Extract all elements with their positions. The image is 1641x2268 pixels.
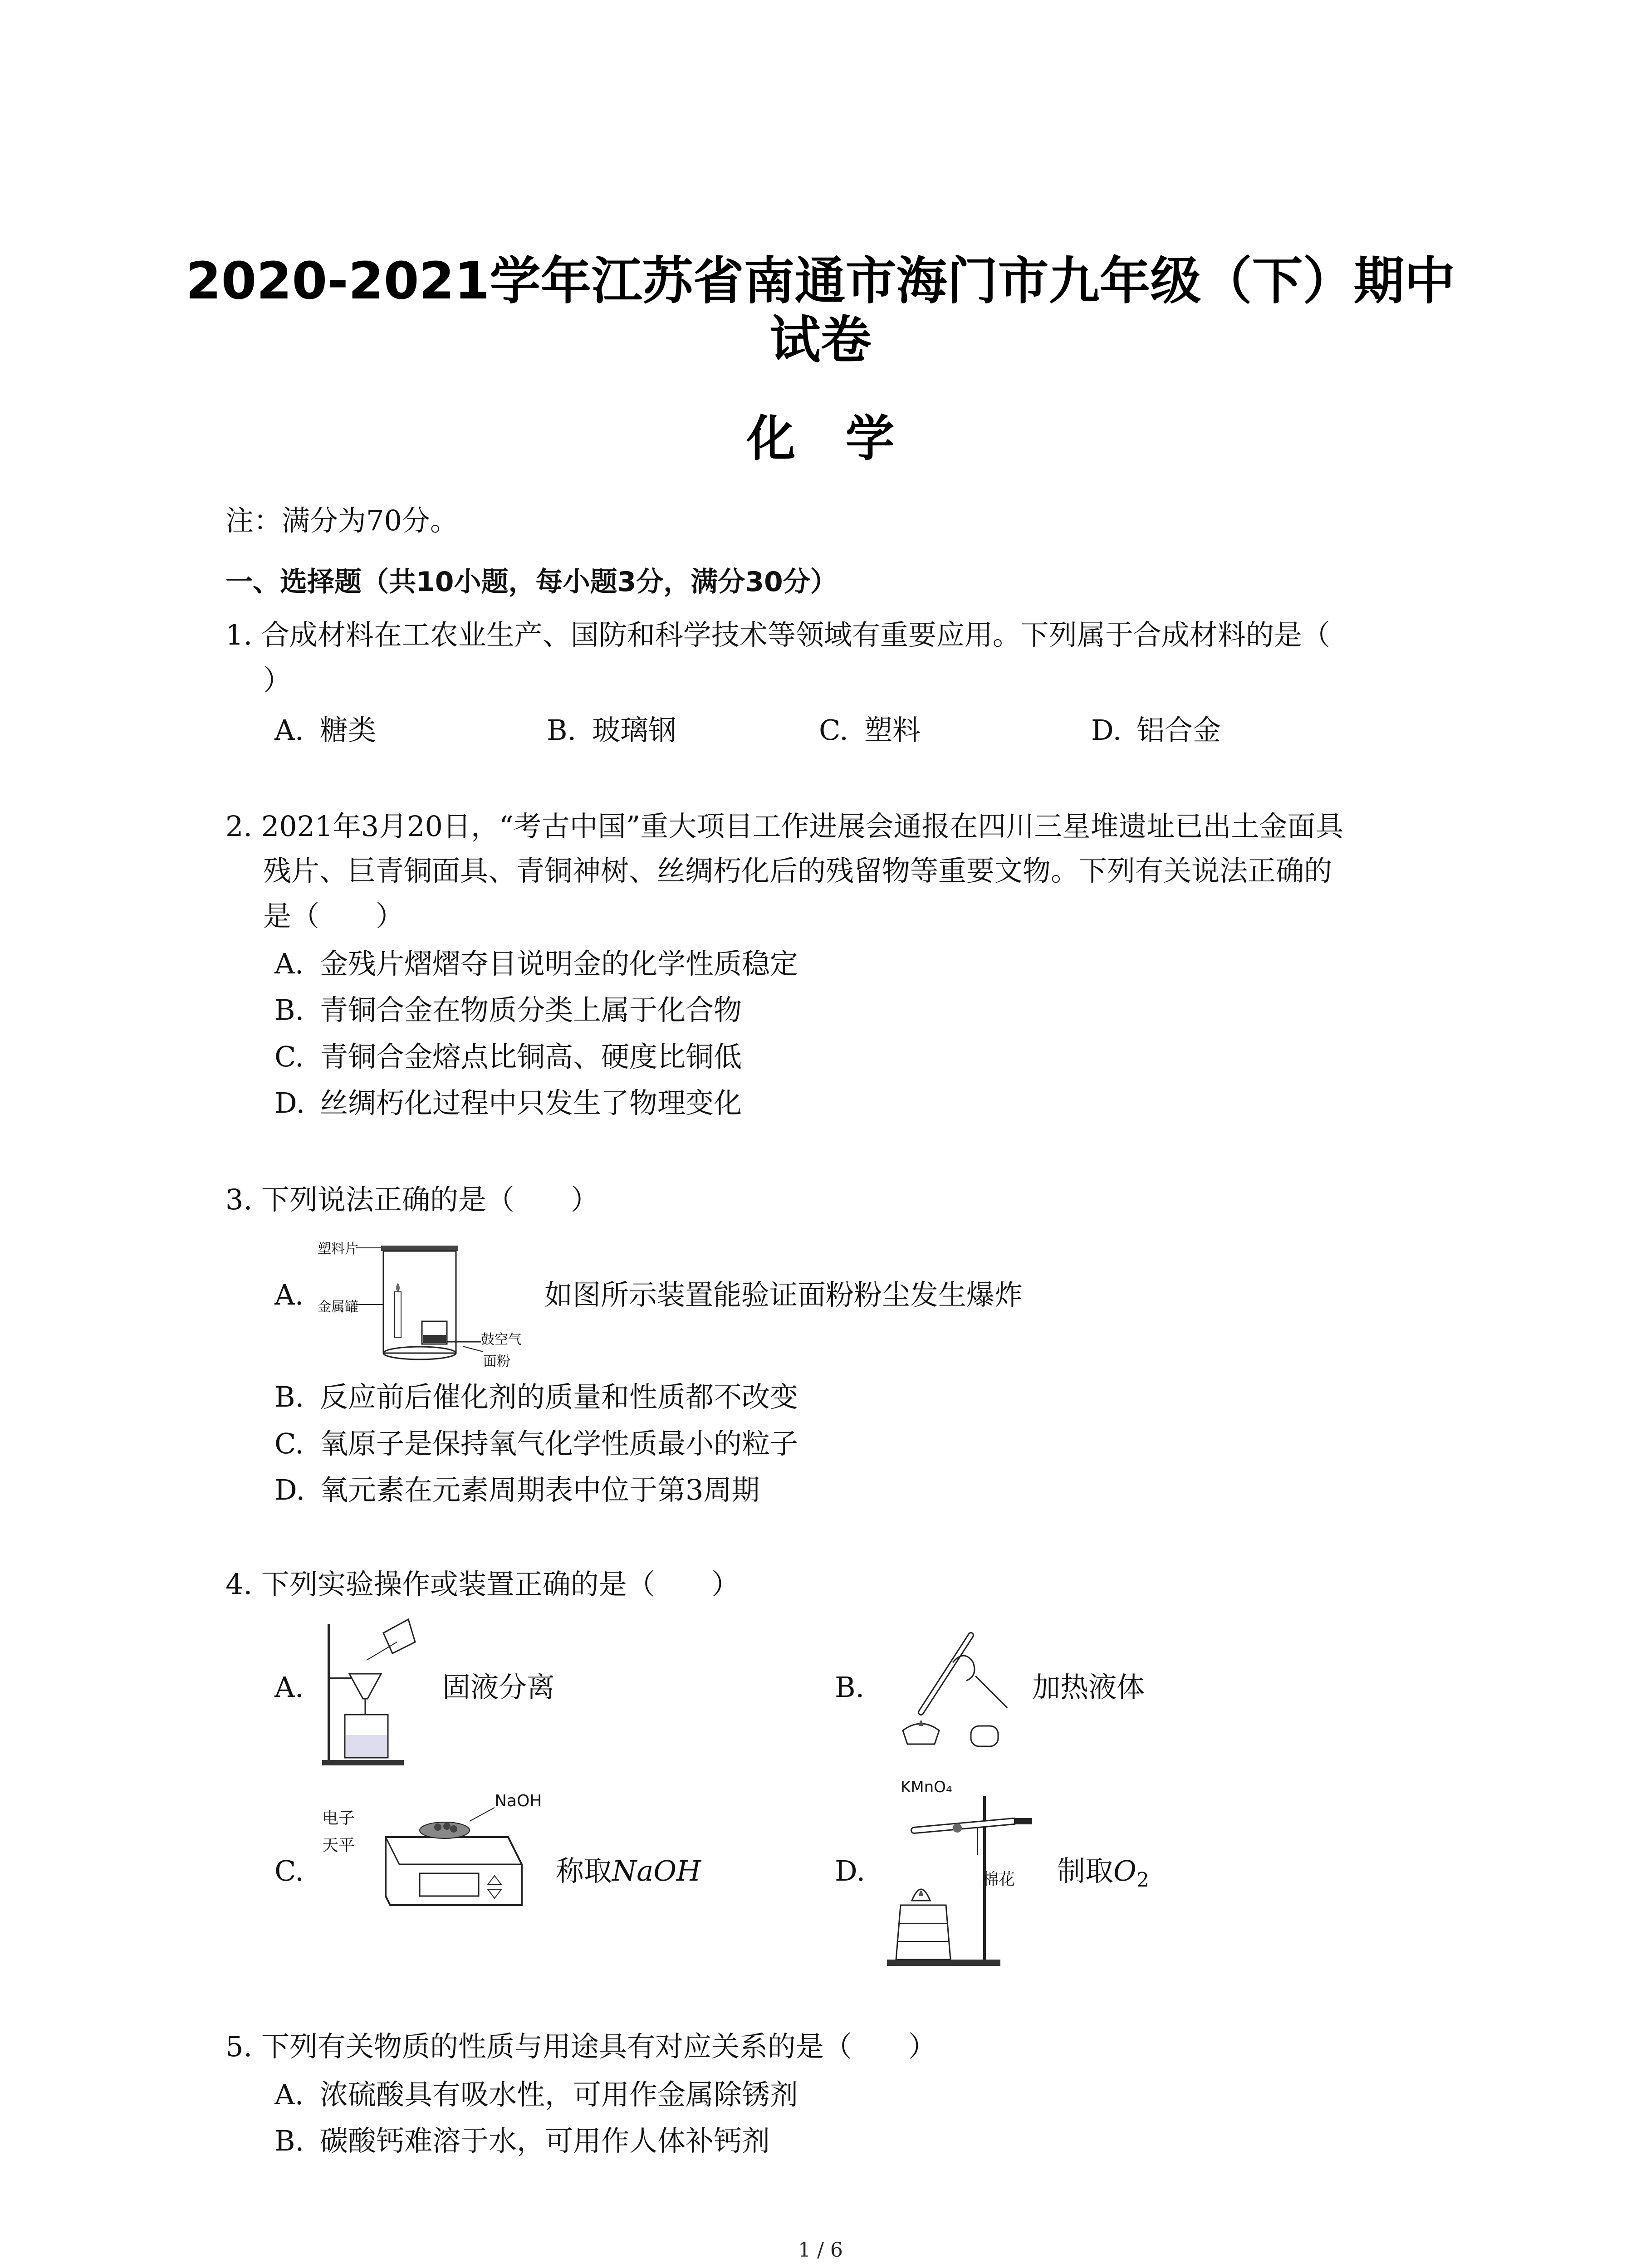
q2-stem-line3: 是（ ） [263,899,404,933]
q1-option-a [274,712,376,748]
naoh-formula: NaOH [612,1854,701,1887]
option-letter: D. [1091,714,1122,747]
q2-stem-line2: 残片、巨青铜面具、青铜神树、丝绸朽化后的残留物等重要文物。下列有关说法正确的 [263,854,1332,887]
o2-formula: O [1113,1854,1136,1887]
q2-option-a [274,946,798,982]
option-text: 浓硫酸具有吸水性，可用作金属除锈剂 [320,2078,798,2111]
option-text: 氧元素在元素周期表中位于第3周期 [320,1473,760,1506]
option-text: 丝绸朽化过程中只发生了物理变化 [320,1086,742,1119]
q4-option-b-letter: B. [835,1671,865,1704]
q5-option-b [274,2123,770,2159]
option-letter: A. [274,2078,304,2111]
kmno4-label: KMnO₄ [901,1778,952,1796]
q3-option-a-text: 如图所示装置能验证面粉粉尘发生爆炸 [544,1278,1023,1311]
q3-option-b [274,1379,798,1415]
option-text: 金残片熠熠夺目说明金的化学性质稳定 [320,947,798,980]
option-letter: D. [274,1086,305,1119]
option-letter: A. [274,714,304,747]
balance-label-electronic: 电子 [322,1809,355,1828]
option-letter: B. [547,714,577,747]
option-text: 碳酸钙难溶于水，可用作人体补钙剂 [320,2124,770,2157]
filtration-figure [318,1615,436,1769]
o2-subscript: 2 [1136,1868,1149,1892]
option-letter: B. [274,1380,304,1413]
q2-option-d [274,1085,742,1121]
q5-option-a [274,2077,798,2113]
option-text: 玻璃钢 [592,714,677,747]
page-number: 1 / 6 [798,2239,843,2262]
option-text: 糖类 [320,714,377,747]
section-heading: 一、选择题（共10小题，每小题3分，满分30分） [225,566,838,598]
fig-label-lid: 塑料片 [318,1241,358,1257]
q4-option-b-text: 加热液体 [1032,1671,1145,1704]
heating-liquid-figure [885,1622,1021,1758]
oxygen-preparation-figure [887,1778,1050,1969]
option-letter: C. [819,714,848,747]
fig-label-air: 鼓空气 [481,1332,522,1348]
option-text: 铝合金 [1136,714,1221,747]
q4-option-d-letter: D. [835,1854,866,1887]
q1-option-b [547,712,676,748]
option-text: 反应前后催化剂的质量和性质都不改变 [320,1380,798,1413]
cotton-label: 棉花 [982,1870,1015,1889]
q4-option-a-letter: A. [274,1671,304,1704]
q5-stem: 5. 下列有关物质的性质与用途具有对应关系的是（ ） [225,2030,936,2063]
q1-option-c [819,712,921,748]
exam-title-line1: 2020-2021学年江苏省南通市海门市九年级（下）期中 [186,252,1455,311]
balance-label-balance: 天平 [322,1836,355,1855]
option-letter: C. [274,1427,304,1460]
option-letter: A. [274,947,304,980]
q2-stem-line1: 2. 2021年3月20日，“考古中国”重大项目工作进展会通报在四川三星堆遗址已出土金面具 [225,810,1344,843]
q3-option-d [274,1472,759,1508]
q4-option-a-text: 固液分离 [442,1671,555,1704]
option-letter: C. [274,1040,304,1073]
q4-option-c-letter: C. [274,1854,304,1887]
fig-label-flour: 面粉 [483,1354,510,1369]
option-text: 青铜合金熔点比铜高、硬度比铜低 [320,1040,742,1073]
q2-option-c [274,1039,742,1075]
balance-label-naoh: NaOH [495,1792,542,1810]
q1-stem-line2: ） [263,664,292,697]
exam-title-line2: 试卷 [769,311,872,370]
electronic-balance-figure [318,1787,540,1914]
option-text: 氧原子是保持氧气化学性质最小的粒子 [320,1427,798,1460]
option-letter: B. [274,2124,304,2157]
q4-stem: 4. 下列实验操作或装置正确的是（ ） [225,1568,740,1601]
q4-option-d-text [1057,1853,1149,1898]
q3-stem: 3. 下列说法正确的是（ ） [225,1183,599,1216]
fig-label-can: 金属罐 [318,1299,358,1315]
option-text-prefix: 称取 [556,1854,612,1887]
q4-option-c-text [556,1853,701,1889]
score-note: 注：满分为70分。 [225,504,458,537]
q2-option-b [274,992,742,1028]
option-text: 塑料 [864,714,921,747]
option-text-prefix: 制取 [1057,1854,1114,1887]
option-text: 青铜合金在物质分类上属于化合物 [320,993,742,1026]
q1-stem-line1: 1. 合成材料在工农业生产、国防和科学技术等领域有重要应用。下列属于合成材料的是（ [225,618,1330,651]
q1-option-d [1091,712,1221,748]
dust-explosion-figure [318,1233,531,1369]
option-letter: B. [274,993,304,1026]
option-letter: D. [274,1473,305,1506]
subject-heading: 化学 [746,411,945,467]
q3-option-a-letter: A. [274,1278,304,1311]
q3-option-c [274,1426,798,1462]
